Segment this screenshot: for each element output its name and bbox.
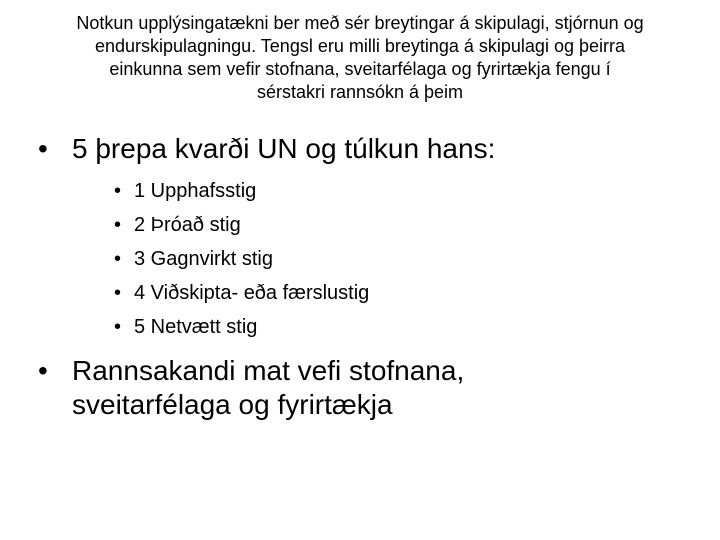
bullet-item-evaluation [38,354,688,422]
bullet-marker: • [38,133,48,164]
bullet-marker: • [114,180,122,202]
sub-bullet-item [114,208,720,242]
sub-bullet-text: 2 Þróað stig [134,214,241,236]
sub-bullet-item [114,276,720,310]
sub-bullet-text: 5 Netvætt stig [134,316,258,338]
sub-bullet-item [114,242,720,276]
bullet-marker: • [114,248,122,270]
bullet-text-line: Rannsakandi mat vefi stofnana, [72,355,465,386]
title-line: Notkun upplýsingatækni ber með sér breytingar á skipulagi, stjórnun og [76,13,644,33]
sub-bullet-container [38,174,688,344]
sub-bullet-item [114,310,720,344]
bullet-list [38,132,688,422]
title-line: einkunna sem vefir stofnana, sveitarfélaga og fyrirtækja fengu í [109,59,611,79]
title-line: endurskipulagningu. Tengsl eru milli breytinga á skipulagi og þeirra [95,36,625,56]
bullet-marker: • [114,316,122,338]
sub-bullet-list [114,174,720,344]
title-line: sérstakri rannsókn á þeim [256,82,464,102]
bullet-marker: • [38,355,48,386]
bullet-item-scale [38,132,688,166]
sub-bullet-item [114,174,720,208]
bullet-marker: • [114,214,122,236]
slide-title [30,12,690,104]
bullet-text: 5 þrepa kvarði UN og túlkun hans: [72,133,496,164]
sub-bullet-text: 1 Upphafsstig [134,180,257,202]
sub-bullet-text: 4 Viðskipta- eða færslustig [134,282,370,304]
bullet-text-line: sveitarfélaga og fyrirtækja [72,389,393,420]
sub-bullet-text: 3 Gagnvirkt stig [134,248,273,270]
bullet-marker: • [114,282,122,304]
